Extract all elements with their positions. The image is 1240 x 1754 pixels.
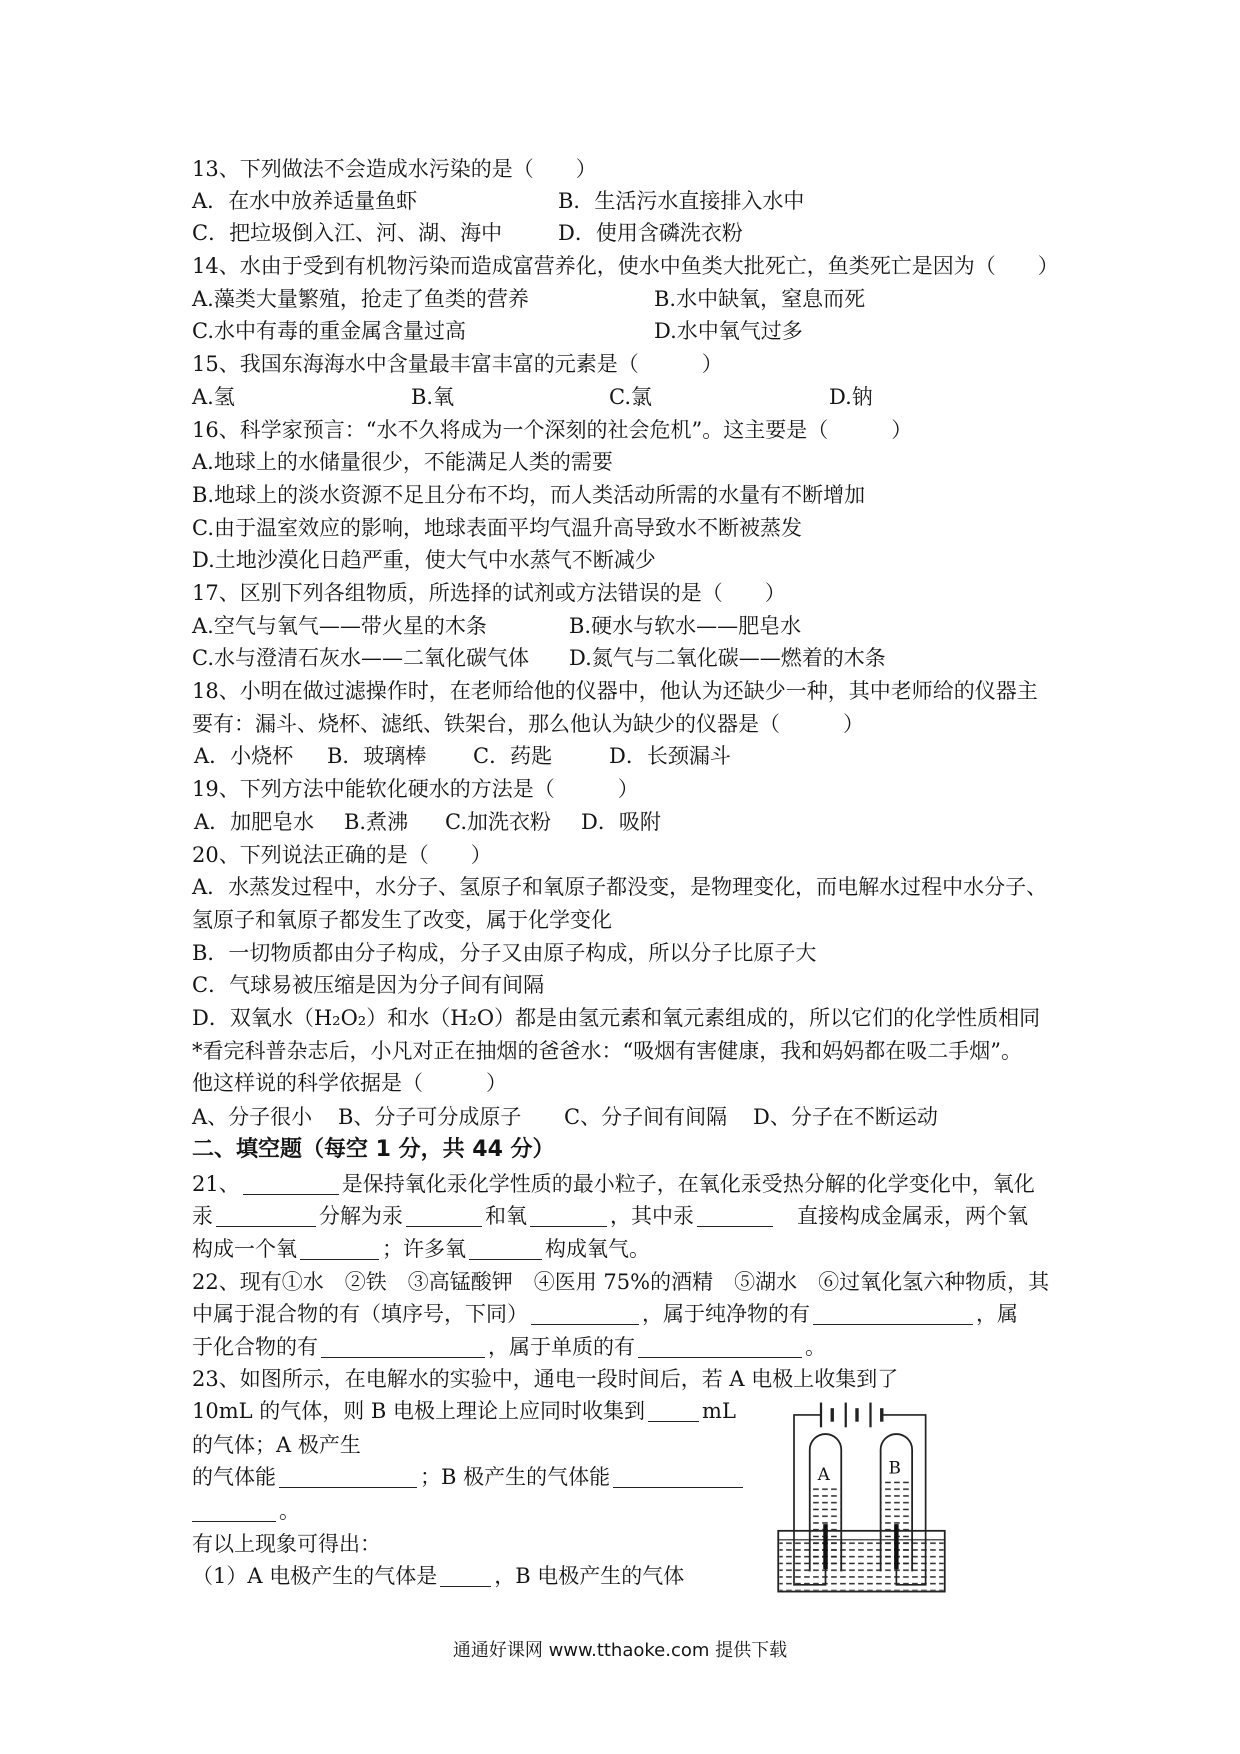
q22-line-2-content (192, 1300, 1018, 1328)
q13-options-row-1 (0, 187, 1240, 215)
q18-option-d: D．长颈漏斗 (609, 744, 731, 768)
q17-option-d: D.氮气与二氧化碳——燃着的木条 (569, 646, 886, 670)
q14-option-c: C.水中有毒的重金属含量过高 (192, 319, 466, 343)
q18-options-row (0, 742, 1240, 770)
q18-option-a: A．小烧杯 (194, 744, 294, 768)
extra-stem-part-2: 他这样说的科学依据是（ ） (192, 1071, 507, 1095)
q23-line-4 (0, 1463, 1240, 1491)
answer-blank (406, 1206, 482, 1227)
q23-text: ，B 电极产生的气体 (494, 1564, 685, 1588)
q22-line-3 (0, 1333, 1240, 1361)
extra-option-c: C、分子间有间隔 (564, 1105, 728, 1129)
section-2-heading: 二、填空题（每空 1 分，共 44 分） (192, 1137, 555, 1162)
q20-option-d: D．双氧水（H₂O₂）和水（H₂O）都是由氢元素和氧元素组成的，所以它们的化学性质相同 (192, 1006, 1041, 1030)
q20-option-a-line-1 (0, 873, 1240, 901)
q15-option-c: C.氯 (609, 385, 652, 409)
q23-line-2-content (192, 1397, 736, 1425)
q16-option-a: A.地球上的水储量很少，不能满足人类的需要 (192, 450, 613, 474)
q18-stem-part-1: 18、小明在做过滤操作时，在老师给他的仪器中，他认为还缺少一种，其中老师给的仪器主 (192, 679, 1038, 703)
q21-line-2-content (192, 1202, 1028, 1230)
q19-stem: 19、下列方法中能软化硬水的方法是（ ） (192, 777, 639, 801)
q23-text: 10mL 的气体，则 B 电极上理论上应同时收集到 (192, 1399, 646, 1423)
q23-text: 23、如图所示，在电解水的实验中，通电一段时间后，若 A 电极上收集到了 (192, 1367, 899, 1391)
q21-text: 是保持氧化汞化学性质的最小粒子，在氧化汞受热分解的化学变化中，氧化 (341, 1172, 1035, 1196)
q22-text: 22、现有①水 ②铁 ③高锰酸钾 ④医用 75%的酒精 ⑤湖水 ⑥过氧化氢六种物质，其 (192, 1270, 1050, 1294)
q23-text: （1）A 电极产生的气体是 (192, 1564, 438, 1588)
q16-option-c: C.由于温室效应的影响，地球表面平均气温升高导致水不断被蒸发 (192, 516, 802, 540)
q13-option-a: A．在水中放养适量鱼虾 (192, 189, 418, 213)
q18-option-b: B．玻璃棒 (327, 744, 427, 768)
q20-option-c: C．气球易被压缩是因为分子间有间隔 (192, 973, 545, 997)
extra-option-d: D、分子在不断运动 (753, 1105, 938, 1129)
q19-option-a: A．加肥皂水 (194, 810, 315, 834)
q17-stem: 17、区别下列各组物质，所选择的试剂或方法错误的是（ ） (192, 581, 786, 605)
q14-option-a: A.藻类大量繁殖，抢走了鱼类的营养 (192, 287, 529, 311)
extra-stem-line-2 (0, 1069, 1240, 1097)
answer-blank (531, 1304, 639, 1325)
answer-blank (469, 1239, 542, 1260)
answer-blank (216, 1206, 316, 1227)
answer-blank (613, 1467, 743, 1488)
q22-text: ，属于单质的有 (488, 1335, 635, 1359)
label-a: A (817, 1464, 830, 1485)
q22-text: ，属于纯净物的有 (642, 1302, 810, 1326)
page-footer: 通通好课网 www.tthaoke.com 提供下载 (452, 1640, 788, 1661)
q18-option-c: C．药匙 (473, 744, 553, 768)
q23-text: 的气体能 (192, 1465, 276, 1489)
answer-blank (648, 1401, 699, 1422)
q20-option-a-line-2 (0, 906, 1240, 934)
q21-line-3-content (192, 1235, 650, 1263)
q14-option-d: D.水中氧气过多 (654, 319, 803, 343)
q23-line-3 (0, 1431, 1240, 1459)
q23-line-7 (0, 1562, 1240, 1590)
q22-text: 于化合物的有 (192, 1335, 318, 1359)
q21-line-3 (0, 1235, 1240, 1263)
q23-line-5 (0, 1497, 1240, 1525)
q21-text: ，其中汞 (610, 1204, 694, 1228)
q18-stem-line-2 (0, 710, 1240, 738)
q14-options-row-1 (0, 285, 1240, 313)
q22-text: ，属 (976, 1302, 1018, 1326)
q23-line-1 (0, 1365, 1240, 1393)
q21-line-2 (0, 1202, 1240, 1230)
q20-option-d-line (0, 1004, 1240, 1032)
q15-option-d: D.钠 (829, 385, 873, 409)
q15-options-row (0, 383, 1240, 411)
q19-option-c: C.加洗衣粉 (445, 810, 551, 834)
q21-text: 构成一个氧 (192, 1237, 297, 1261)
q19-options-row (0, 808, 1240, 836)
q13-options-row-2 (0, 219, 1240, 247)
q23-line-4-content (192, 1463, 746, 1491)
q16-option-a-line (0, 448, 1240, 476)
q16-option-d-line (0, 546, 1240, 574)
q18-stem-line-1 (0, 677, 1240, 705)
q21-text: 分解为汞 (319, 1204, 403, 1228)
q16-stem: 16、科学家预言：“水不久将成为一个深刻的社会危机”。这主要是（ ） (192, 418, 913, 442)
q16-option-c-line (0, 514, 1240, 542)
q23-line-6 (0, 1530, 1240, 1558)
q23-text: mL (702, 1399, 736, 1423)
q20-option-a-part-1: A．水蒸发过程中，水分子、氢原子和氧原子都没变，是物理变化，而电解水过程中水分子、 (192, 875, 1048, 899)
q18-stem-part-2: 要有：漏斗、烧杯、滤纸、铁架台，那么他认为缺少的仪器是（ ） (192, 712, 864, 736)
extra-options-row (0, 1103, 1240, 1131)
q17-options-row-2 (0, 644, 1240, 672)
q22-line-1 (0, 1268, 1240, 1296)
q22-text: 。 (805, 1335, 826, 1359)
q14-option-b: B.水中缺氧，窒息而死 (654, 287, 866, 311)
q14-options-row-2 (0, 317, 1240, 345)
q23-text: 。 (279, 1499, 300, 1523)
answer-blank (638, 1337, 802, 1358)
q17-options-row-1 (0, 612, 1240, 640)
q20-option-b: B．一切物质都由分子构成，分子又由原子构成，所以分子比原子大 (192, 941, 817, 965)
q19-stem-line (0, 775, 1240, 803)
answer-blank (243, 1174, 339, 1195)
q22-text: 中属于混合物的有（填序号，下同） (192, 1302, 528, 1326)
q20-option-c-line (0, 971, 1240, 999)
q23-text: 有以上现象可得出： (192, 1532, 381, 1556)
q13-option-b: B．生活污水直接排入水中 (558, 189, 805, 213)
q17-option-b: B.硬水与软水——肥皂水 (569, 614, 802, 638)
q21-line-1 (0, 1170, 1240, 1198)
q19-option-b: B.煮沸 (344, 810, 409, 834)
q22-line-2 (0, 1300, 1240, 1328)
answer-blank (321, 1337, 485, 1358)
extra-stem-line-1 (0, 1037, 1240, 1065)
q17-option-a: A.空气与氧气——带火星的木条 (192, 614, 487, 638)
q21-text: 构成氧气。 (545, 1237, 650, 1261)
q20-stem-line (0, 841, 1240, 869)
answer-blank (813, 1304, 973, 1325)
q17-stem-line (0, 579, 1240, 607)
q23-line-7-content (192, 1562, 684, 1590)
q13-option-c: C．把垃圾倒入江、河、湖、海中 (192, 221, 503, 245)
answer-blank (440, 1566, 491, 1587)
q14-stem: 14、水由于受到有机物污染而造成富营养化，使水中鱼类大批死亡，鱼类死亡是因为（ ） (192, 254, 1059, 278)
answer-blank (697, 1206, 773, 1227)
q21-text: 21、 (192, 1172, 240, 1196)
q15-stem: 15、我国东海海水中含量最丰富丰富的元素是（ ） (192, 352, 723, 376)
q16-option-b-line (0, 481, 1240, 509)
q20-option-b-line (0, 939, 1240, 967)
q21-text: 汞 (192, 1204, 213, 1228)
q23-text: ；B 极产生的气体能 (420, 1465, 611, 1489)
q13-stem-line (0, 155, 1240, 183)
q17-option-c: C.水与澄清石灰水——二氧化碳气体 (192, 646, 529, 670)
q15-option-b: B.氧 (411, 385, 455, 409)
q22-line-3-content (192, 1333, 826, 1361)
q16-stem-line (0, 416, 1240, 444)
answer-blank (279, 1467, 417, 1488)
extra-stem-part-1: *看完科普杂志后，小凡对正在抽烟的爸爸水：“吸烟有害健康，我和妈妈都在吸二手烟”。 (192, 1039, 1022, 1063)
q19-option-d: D．吸附 (581, 810, 661, 834)
q16-option-d: D.土地沙漠化日趋严重，使大气中水蒸气不断减少 (192, 548, 656, 572)
q15-stem-line (0, 350, 1240, 378)
q14-stem-line (0, 252, 1240, 280)
extra-option-a: A、分子很小 (192, 1105, 313, 1129)
electrolysis-diagram (776, 1398, 947, 1595)
trough-water (779, 1540, 943, 1591)
q23-line-5-content (189, 1497, 300, 1525)
answer-blank (192, 1501, 276, 1522)
q20-option-a-part-2: 氢原子和氧原子都发生了改变，属于化学变化 (192, 908, 612, 932)
q13-option-d: D．使用含磷洗衣粉 (558, 221, 743, 245)
section-2-heading-line (0, 1136, 1240, 1164)
q15-option-a: A.氢 (192, 385, 235, 409)
q23-line-2 (0, 1397, 1240, 1425)
q21-text: ；许多氧 (382, 1237, 466, 1261)
label-b: B (888, 1457, 901, 1478)
q21-line-1-content (192, 1170, 1035, 1198)
q21-text: 和氧 (485, 1204, 527, 1228)
q21-text: 直接构成金属汞，两个氧 (776, 1204, 1028, 1228)
answer-blank (530, 1206, 607, 1227)
q16-option-b: B.地球上的淡水资源不足且分布不均，而人类活动所需的水量有不断增加 (192, 483, 866, 507)
q23-text: 的气体；A 极产生 (192, 1433, 361, 1457)
extra-option-b: B、分子可分成原子 (338, 1105, 522, 1129)
q20-stem: 20、下列说法正确的是（ ） (192, 843, 492, 867)
answer-blank (300, 1239, 379, 1260)
q13-stem: 13、下列做法不会造成水污染的是（ ） (192, 157, 597, 181)
